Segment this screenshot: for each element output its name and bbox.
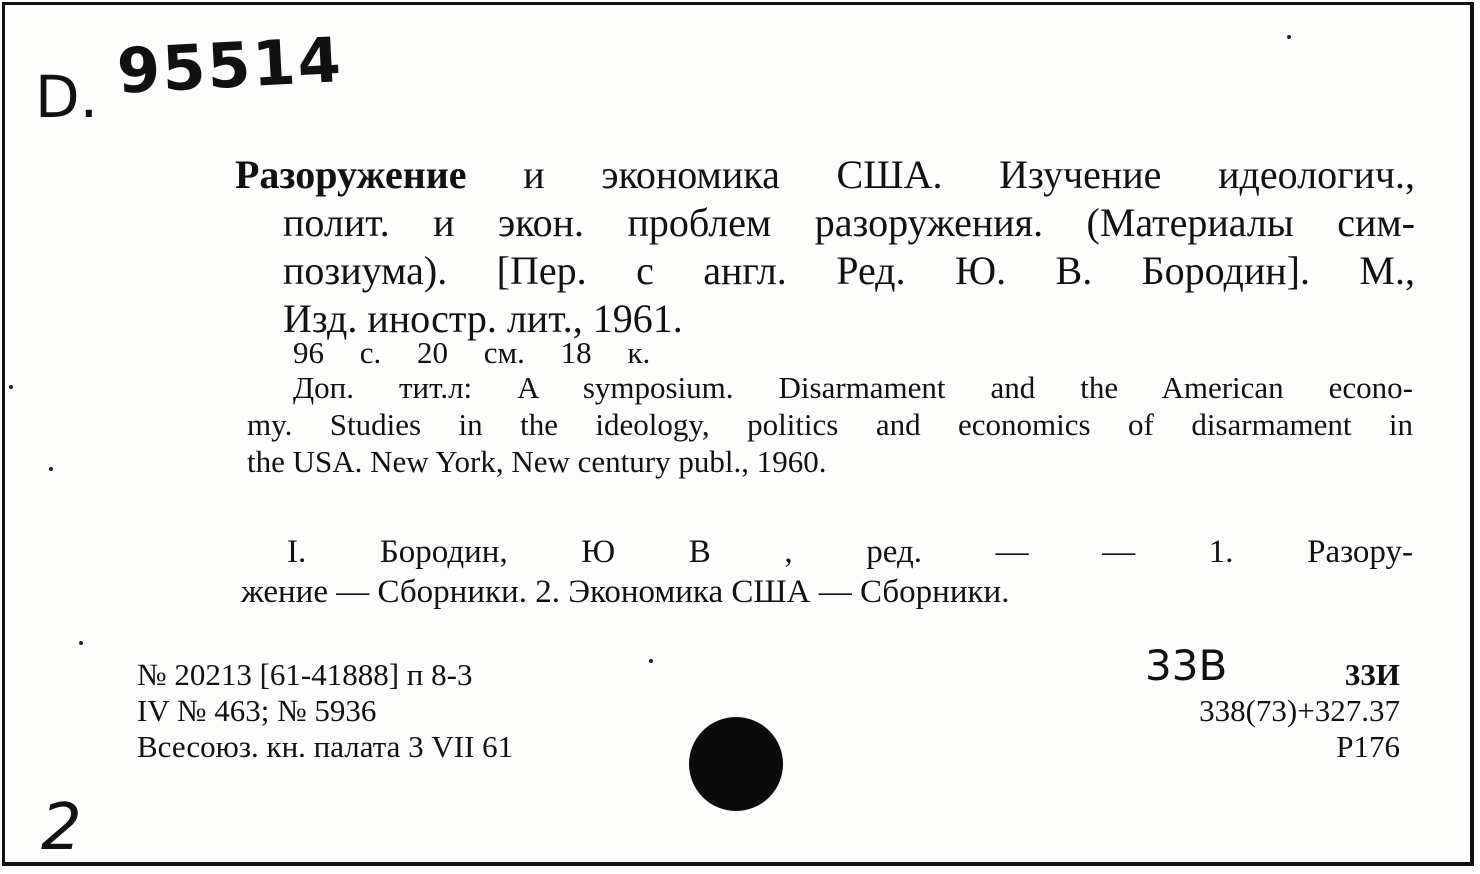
tracing-line-2: жение — Сборники. 2. Экономика США — Сборники. <box>241 574 1010 610</box>
classification-codes <box>1199 657 1400 765</box>
handwritten-classification: 33B <box>1145 641 1228 690</box>
entry-line-2: полит. и экон. проблем разоружения. (Материалы сим- <box>283 200 1415 245</box>
tracing-line-1: I. Бородин, Ю В , ред. — — 1. Разору- <box>287 534 1413 570</box>
entry-line-4: Изд. иностр. лит., 1961. <box>283 296 683 341</box>
bibliographic-entry <box>235 151 1415 343</box>
speck <box>79 641 83 645</box>
handwritten-call-number: 95514 <box>115 23 345 108</box>
speck <box>49 467 53 471</box>
entry-line-1 <box>235 151 1415 199</box>
handwritten-prefix: D. <box>35 63 99 131</box>
entry-title-rest: и экономика США. Изучение идеологич., <box>466 152 1415 197</box>
added-title-line-3: the USA. New York, New century publ., 1960. <box>247 444 827 479</box>
handwritten-bottom-mark: 2 <box>41 791 82 865</box>
punch-hole <box>689 717 783 811</box>
entry-title-heading: Разоружение <box>235 152 467 197</box>
control-line-3: Всесоюз. кн. палата 3 VII 61 <box>137 729 514 764</box>
speck <box>1287 35 1291 39</box>
control-line-1: № 20213 [61-41888] п 8-3 <box>137 657 473 692</box>
catalog-card <box>2 2 1474 866</box>
classification-line-3: Р176 <box>1336 729 1400 764</box>
control-line-2: IV № 463; № 5936 <box>137 693 377 728</box>
classification-line-1: 33И <box>1344 657 1400 692</box>
added-title-line-1: Доп. тит.л: A symposium. Disarmament and the American econo- <box>293 370 1413 405</box>
speck <box>9 385 13 389</box>
subject-tracings <box>241 532 1413 612</box>
control-numbers <box>137 657 513 765</box>
entry-line-3: позиума). [Пер. с англ. Ред. Ю. В. Бородин]. М., <box>283 248 1415 293</box>
physical-description: 96 с. 20 см. 18 к. <box>293 335 651 370</box>
speck <box>649 659 653 663</box>
added-title <box>247 369 1413 480</box>
classification-line-2: 338(73)+327.37 <box>1199 693 1400 728</box>
added-title-line-2: my. Studies in the ideology, politics and economics of disarmament in <box>247 407 1413 442</box>
